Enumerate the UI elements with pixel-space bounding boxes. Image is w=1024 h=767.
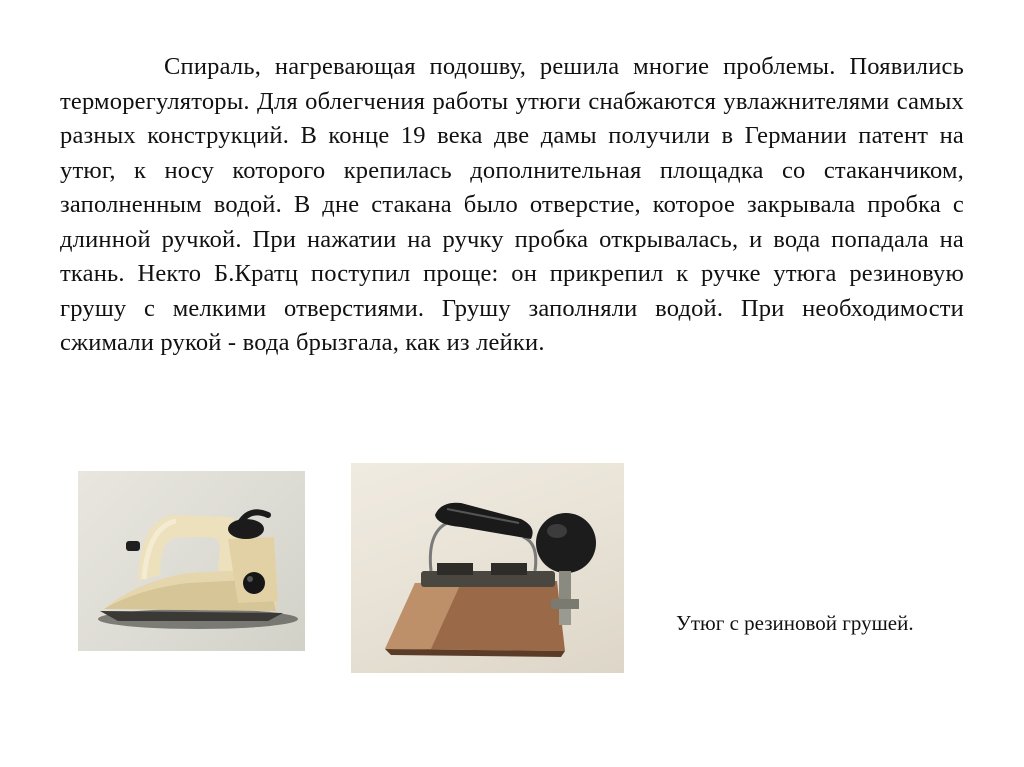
photo-caption: Утюг с резиновой грушей.	[676, 611, 914, 635]
cream-electric-iron-photo	[78, 471, 305, 651]
iron-icon	[78, 471, 305, 651]
iron-with-rubber-bulb-photo	[351, 463, 624, 673]
iron-icon	[351, 463, 624, 673]
body-paragraph: Спираль, нагревающая подошву, решила многие проблемы. Появились терморегуляторы. Для облегчения работы утюги снабжаются увлажнителями самых разных конструкций. В конце 19 века две дамы получили в Германии патент на утюг, к носу которого крепилась дополнительная площадка со стаканчиком, заполненным водой. В дне стакана было отверстие, которое закрывала пробка с длинной ручкой. При нажатии на ручку пробка открывалась, и вода попадала на ткань. Некто Б.Кратц поступил проще: он прикрепил к ручке утюга резиновую грушу с мелкими отверстиями. Грушу заполняли водой. При необходимости сжимали рукой - вода брызгала, как из лейки.	[60, 53, 964, 356]
